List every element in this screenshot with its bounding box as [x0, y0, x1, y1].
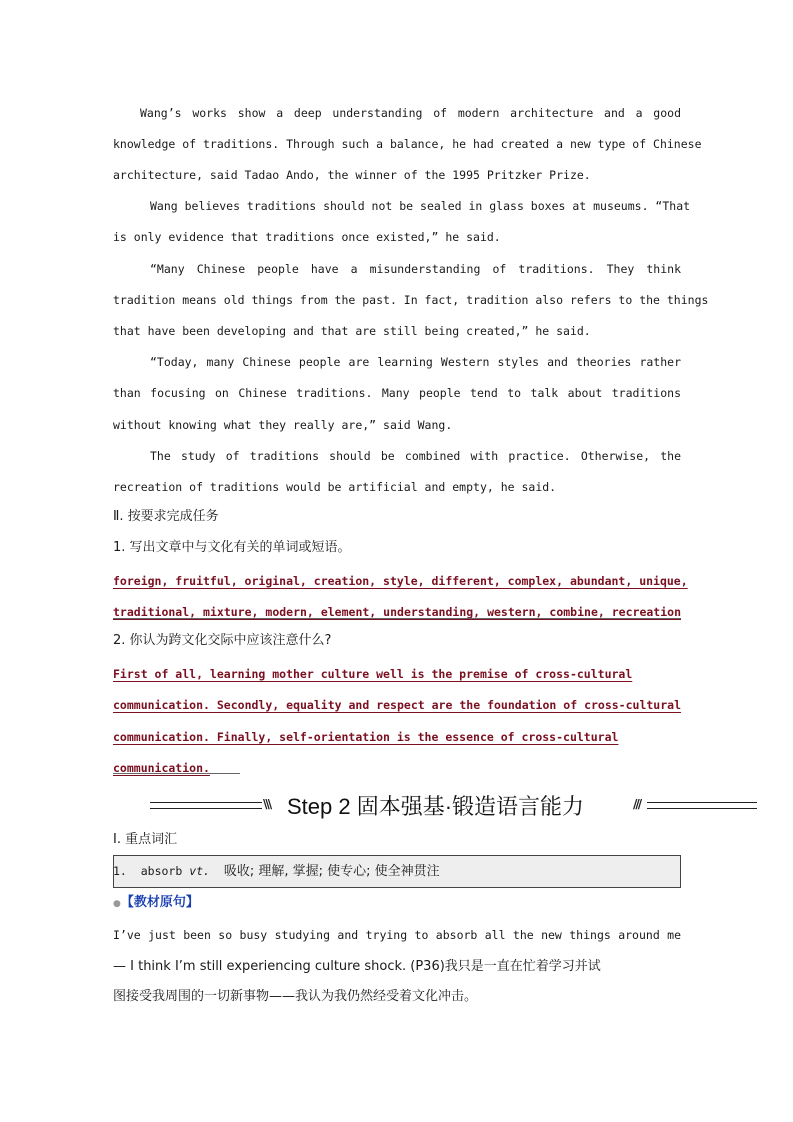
- passage-line: The study of traditions should be combined with practice. Otherwise, the: [150, 449, 681, 463]
- passage-line: architecture, said Tadao Ando, the winner of the 1995 Pritzker Prize.: [113, 168, 591, 182]
- passage-line: is only evidence that traditions once existed,” he said.: [113, 230, 501, 244]
- banner-slashes-left: \\\: [263, 797, 271, 811]
- passage-line: Wang believes traditions should not be sealed in glass boxes at museums. “That: [150, 199, 691, 213]
- section-heading: Ⅱ. 按要求完成任务: [113, 509, 219, 524]
- banner-slashes-right: ///: [633, 797, 641, 811]
- vocab-word: absorb: [140, 864, 183, 878]
- step-title: Step 2 固本强基·锻造语言能力: [287, 794, 585, 819]
- example-line: 图接受我周围的一切新事物——我认为我仍然经受着文化冲击。: [113, 989, 478, 1004]
- passage-line: knowledge of traditions. Through such a balance, he had created a new type of Chinese: [113, 137, 702, 151]
- passage-line: than focusing on Chinese traditions. Many people tend to talk about traditions: [113, 386, 681, 400]
- answer-1-line: traditional, mixture, modern, element, understanding, western, combine, recreation: [113, 605, 681, 619]
- passage-line: without knowing what they really are,” said Wang.: [113, 418, 453, 432]
- example-line: [113, 959, 681, 974]
- question-2: 2. 你认为跨文化交际中应该注意什么?: [113, 633, 332, 648]
- vocab-pos: vt.: [189, 864, 210, 878]
- passage-line: recreation of traditions would be artificial and empty, he said.: [113, 480, 557, 494]
- passage-line: Wang’s works show a deep understanding of modern architecture and a good: [140, 106, 681, 120]
- answer-2-line: communication.: [113, 761, 210, 775]
- vocab-item: [113, 864, 681, 879]
- source-label: [113, 896, 681, 911]
- question-1: 1. 写出文章中与文化有关的单词或短语。: [113, 540, 351, 555]
- step-banner: [145, 790, 757, 820]
- answer-1-line: foreign, fruitful, original, creation, style, different, complex, abundant, unique,: [113, 574, 688, 588]
- vocab-heading: Ⅰ. 重点词汇: [113, 832, 178, 847]
- example-line: I’ve just been so busy studying and trying to absorb all the new things around me: [113, 928, 681, 942]
- banner-rule-right: [647, 802, 757, 809]
- answer-rule: [113, 618, 681, 619]
- passage-line: tradition means old things from the past. In fact, tradition also refers to the things: [113, 293, 709, 307]
- vocab-item-number: 1.: [113, 864, 127, 878]
- answer-rule: [113, 773, 240, 774]
- answer-2-line: First of all, learning mother culture well is the premise of cross-cultural: [113, 667, 633, 681]
- passage-line: “Many Chinese people have a misunderstanding of traditions. They think: [150, 262, 681, 276]
- answer-2-line: communication. Finally, self-orientation is the essence of cross-cultural: [113, 730, 619, 744]
- vocab-meaning: 吸收; 理解, 掌握; 使专心; 使全神贯注: [223, 864, 440, 879]
- passage-line: “Today, many Chinese people are learning Western styles and theories rather: [150, 355, 681, 369]
- source-label-text: 【教材原句】: [120, 895, 199, 910]
- answer-2-line: communication. Secondly, equality and respect are the foundation of cross-cultural: [113, 698, 681, 712]
- passage-line: that have been developing and that are still being created,” he said.: [113, 324, 591, 338]
- example-line-text: — I think I’m still experiencing culture shock. (P36)我只是一直在忙着学习并试: [113, 959, 601, 974]
- bullet-icon: ●: [113, 899, 121, 909]
- banner-rule-left: [150, 802, 262, 809]
